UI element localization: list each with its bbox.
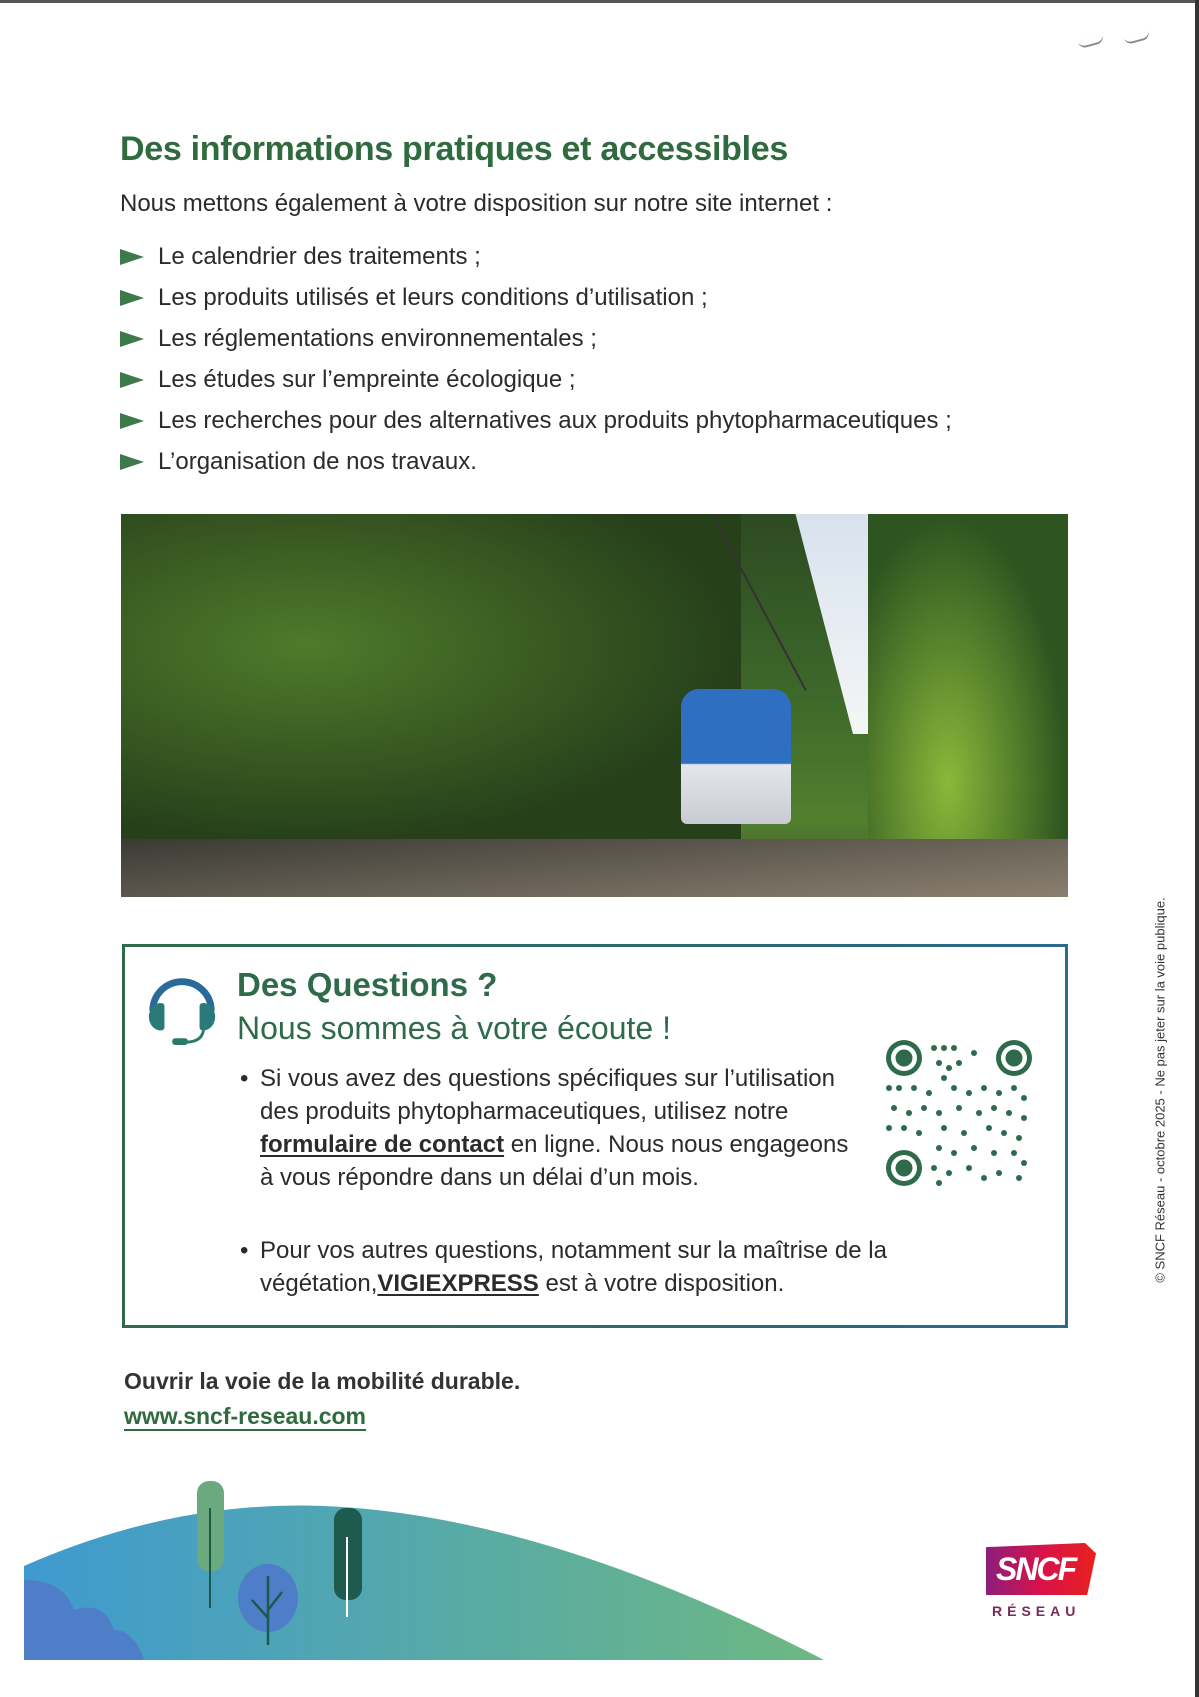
list-item: Le calendrier des traitements ; (120, 236, 952, 277)
headset-icon (143, 968, 221, 1046)
triangle-bullet-icon (120, 331, 144, 347)
bullet-dot-icon: • (240, 1065, 249, 1092)
website-link[interactable]: www.sncf-reseau.com (124, 1403, 367, 1429)
scan-mark (1123, 31, 1150, 45)
contact-form-link[interactable]: formulaire de contact (260, 1131, 505, 1158)
page-edge-right (1195, 0, 1199, 1697)
triangle-bullet-icon (120, 413, 144, 429)
triangle-bullet-icon (120, 372, 144, 388)
page-edge-top (0, 0, 1199, 3)
tagline: Ouvrir la voie de la mobilité durable. (124, 1368, 521, 1394)
railway-track (121, 839, 1068, 897)
bullet-dot-icon: • (240, 1237, 249, 1264)
list-item: Les produits utilisés et leurs conditions d’utilisation ; (120, 277, 952, 318)
logo-text: SNCF (996, 1551, 1076, 1587)
list-item: Les recherches pour des alternatives aux produits phytopharmaceutiques ; (120, 400, 952, 441)
vigiexpress-link[interactable]: VIGIEXPRESS (377, 1270, 539, 1297)
contact-bullet: • Si vous avez des questions spécifiques sur l’utilisation des produits phytopharmaceutiques, utilisez notre formulaire de contact en ligne. Nous nous engageons à vous répondre dans un délai d’un mois. (260, 1062, 860, 1194)
sncf-reseau-logo (986, 1543, 1096, 1623)
triangle-bullet-icon (120, 290, 144, 306)
qr-code[interactable] (884, 1038, 1034, 1188)
triangle-bullet-icon (120, 249, 144, 265)
vigiexpress-bullet: • Pour vos autres questions, notamment sur la maîtrise de la végétation,VIGIEXPRESS est à votre disposition. (260, 1234, 960, 1300)
list-item: Les réglementations environnementales ; (120, 318, 952, 359)
questions-title: Des Questions ? (237, 966, 498, 1003)
train (681, 689, 791, 824)
train-photo (121, 514, 1068, 897)
intro-text: Nous mettons également à votre disposition sur notre site internet : (120, 190, 833, 217)
triangle-bullet-icon (120, 454, 144, 470)
logo-subtext: RÉSEAU (992, 1603, 1081, 1619)
section-title: Des informations pratiques et accessibles (120, 130, 788, 168)
list-item: L’organisation de nos travaux. (120, 441, 952, 482)
info-list (120, 236, 952, 482)
copyright-note: © SNCF Réseau - octobre 2025 - Ne pas jeter sur la voie publique. (1152, 897, 1168, 1283)
questions-subtitle: Nous sommes à votre écoute ! (237, 1010, 671, 1046)
list-item: Les études sur l’empreinte écologique ; (120, 359, 952, 400)
landscape-illustration (24, 1480, 824, 1665)
scan-mark (1077, 35, 1104, 49)
